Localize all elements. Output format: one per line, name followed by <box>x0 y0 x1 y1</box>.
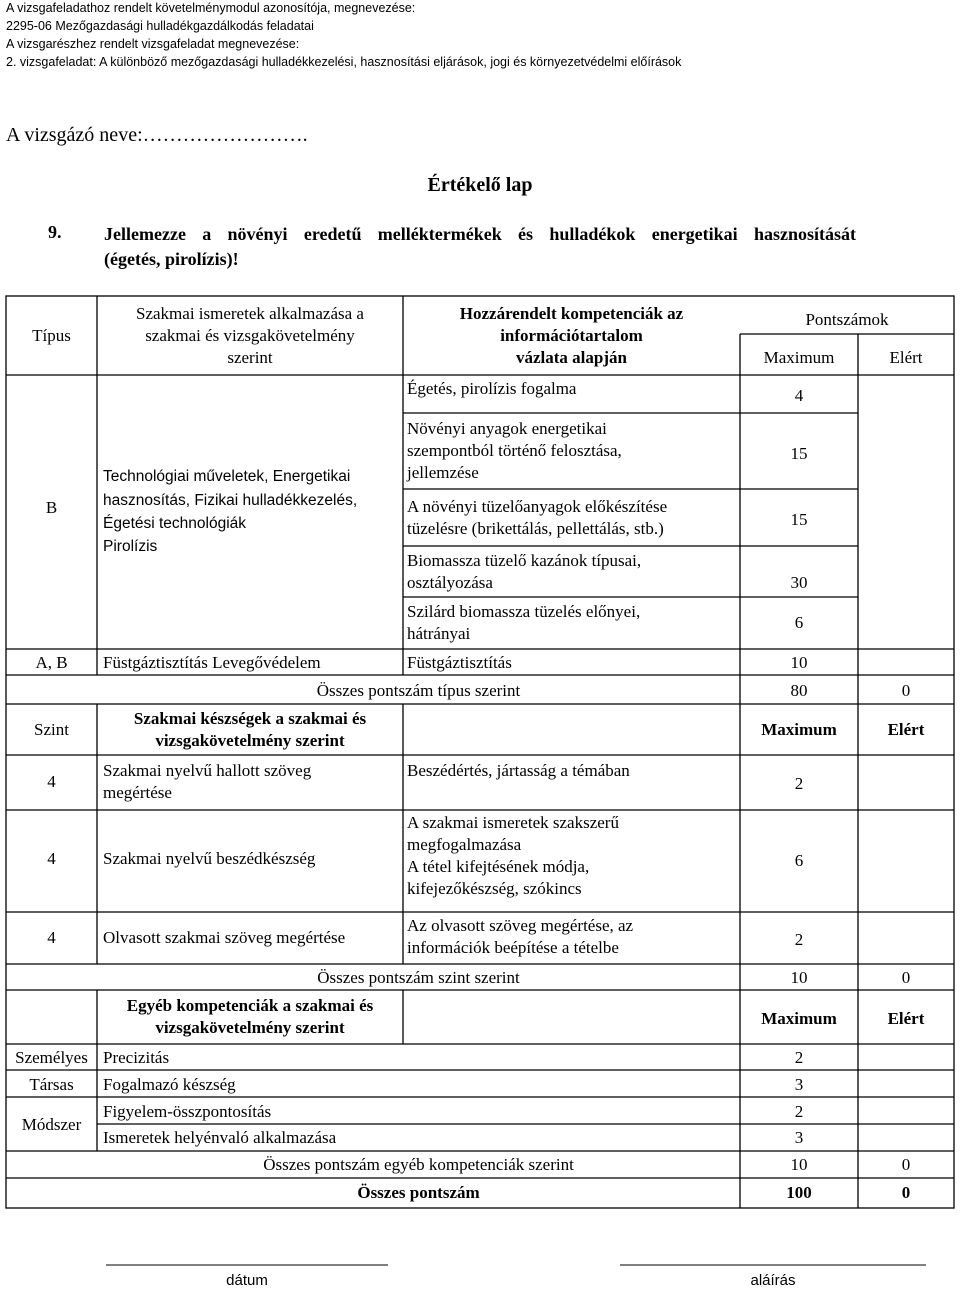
col-competence-header-1: Hozzárendelt kompetenciák az <box>459 304 684 323</box>
type-total-achieved: 0 <box>901 681 911 700</box>
task-name: 2. vizsgafeladat: A különböző mezőgazdasági hulladékkezelési, hasznosítási eljárások, jogi és környezetvédelmi előírások <box>6 55 682 69</box>
question-text-line1: Jellemezze a növényi eredetű melléktermékek és hulladékok energetikai hasznosítását <box>104 224 856 244</box>
col-achieved-header: Elért <box>887 720 925 739</box>
skill-line: Szakmai nyelvű beszédkészség <box>103 849 316 868</box>
question-text-line2: (égetés, pirolízis)! <box>104 249 239 269</box>
col-achieved-header: Elért <box>887 1009 925 1028</box>
category-cell: Személyes <box>15 1048 88 1067</box>
competence-name: Fogalmazó készség <box>103 1075 236 1094</box>
signature-label: aláírás <box>750 1272 796 1289</box>
level-cell: 4 <box>47 772 56 791</box>
grand-total-label: Összes pontszám <box>357 1183 480 1202</box>
col-knowledge-header-3: szerint <box>227 348 273 367</box>
col-other-header-2: vizsgakövetelmény szerint <box>155 1018 345 1037</box>
skill-detail-line: információk beépítése a tételbe <box>407 938 619 957</box>
max-cell: 30 <box>790 573 808 592</box>
level-cell: 4 <box>47 928 56 947</box>
col-max-header: Maximum <box>761 720 837 739</box>
skill-line: Olvasott szakmai szöveg megértése <box>103 928 346 947</box>
col-type-header: Típus <box>32 326 71 345</box>
max-cell: 3 <box>794 1075 804 1094</box>
type-total-label: Összes pontszám típus szerint <box>316 681 521 700</box>
max-cell: 3 <box>794 1128 804 1147</box>
other-total-achieved: 0 <box>901 1155 911 1174</box>
max-cell: 2 <box>794 1102 804 1121</box>
level-total-max: 10 <box>790 968 808 987</box>
skill-detail-line: megfogalmazása <box>407 835 522 854</box>
col-max-header: Maximum <box>761 1009 837 1028</box>
competence-line: Növényi anyagok energetikai <box>407 419 607 438</box>
max-cell: 2 <box>794 1048 804 1067</box>
skill-detail-line: kifejezőkészség, szókincs <box>407 879 582 898</box>
knowledge-line: Égetési technológiák <box>103 515 247 532</box>
level-total-achieved: 0 <box>901 968 911 987</box>
col-knowledge-header-2: szakmai és vizsgakövetelmény <box>145 326 355 345</box>
skill-detail-line: Az olvasott szöveg megértése, az <box>407 916 634 935</box>
max-cell: 6 <box>794 613 804 632</box>
date-label: dátum <box>226 1272 268 1289</box>
knowledge-cell-ab: Füstgáztisztítás Levegővédelem <box>103 653 321 672</box>
type-cell-b: B <box>45 498 58 517</box>
skill-detail-line: A szakmai ismeretek szakszerű <box>407 813 619 832</box>
knowledge-line: Pirolízis <box>103 538 158 555</box>
competence-line: hátrányai <box>407 624 471 643</box>
max-cell: 2 <box>794 930 804 949</box>
skill-line: megértése <box>103 783 172 802</box>
max-cell: 2 <box>794 774 804 793</box>
competence-cell-ab: Füstgáztisztítás <box>407 653 512 672</box>
other-total-label: Összes pontszám egyéb kompetenciák szerint <box>263 1155 574 1174</box>
competence-line: Biomassza tüzelő kazánok típusai, <box>407 551 642 570</box>
col-level-header: Szint <box>34 720 69 739</box>
competence-name: Figyelem-összpontosítás <box>103 1102 272 1121</box>
skill-detail-line: Beszédértés, jártasság a témában <box>407 761 630 780</box>
col-skills-header-2: vizsgakövetelmény szerint <box>155 731 345 750</box>
competence-name: Ismeretek helyénvaló alkalmazása <box>103 1128 337 1147</box>
max-cell: 10 <box>790 653 808 672</box>
question-number: 9. <box>48 222 62 242</box>
knowledge-line: hasznosítás, Fizikai hulladékkezelés, <box>103 492 358 509</box>
competence-name: Precizitás <box>103 1048 170 1067</box>
competence-line: Szilárd biomassza tüzelés előnyei, <box>407 602 641 621</box>
col-points-header: Pontszámok <box>805 310 889 329</box>
competence-line: A növényi tüzelőanyagok előkészítése <box>407 497 668 516</box>
max-cell: 15 <box>790 444 808 463</box>
col-competence-header-2: információtartalom <box>500 326 643 345</box>
competence-line: osztályozása <box>407 573 493 592</box>
type-cell-ab: A, B <box>35 653 68 672</box>
module-label: A vizsgafeladathoz rendelt követelménymodul azonosítója, megnevezése: <box>6 1 416 15</box>
col-other-header-1: Egyéb kompetenciák a szakmai és <box>126 996 374 1015</box>
competence-line: tüzelésre (brikettálás, pellettálás, stb.) <box>407 519 664 538</box>
module-name: 2295-06 Mezőgazdasági hulladékgazdálkodás feladatai <box>6 19 314 33</box>
competence-line: Égetés, pirolízis fogalma <box>407 379 577 398</box>
type-total-max: 80 <box>790 681 808 700</box>
category-cell: Társas <box>29 1075 74 1094</box>
skill-detail-line: A tétel kifejtésének módja, <box>407 857 590 876</box>
col-achieved-header: Elért <box>889 348 923 367</box>
examinee-name-field: A vizsgázó neve:……………………. <box>6 124 308 146</box>
category-cell: Módszer <box>21 1115 82 1134</box>
skill-line: Szakmai nyelvű hallott szöveg <box>103 761 312 780</box>
page-title: Értékelő lap <box>427 174 533 196</box>
level-cell: 4 <box>47 849 56 868</box>
competence-line: szempontból történő felosztása, <box>407 441 622 460</box>
col-competence-header-3: vázlata alapján <box>516 348 627 367</box>
max-cell: 15 <box>790 510 808 529</box>
task-label: A vizsgarészhez rendelt vizsgafeladat megnevezése: <box>6 37 300 51</box>
knowledge-line: Technológiai műveletek, Energetikai <box>103 468 351 485</box>
max-cell: 6 <box>794 851 804 870</box>
col-max-header: Maximum <box>763 348 835 367</box>
level-total-label: Összes pontszám szint szerint <box>317 968 520 987</box>
grand-total-max: 100 <box>786 1183 812 1202</box>
grand-total-achieved: 0 <box>901 1183 911 1202</box>
col-knowledge-header-1: Szakmai ismeretek alkalmazása a <box>136 304 364 323</box>
other-total-max: 10 <box>790 1155 808 1174</box>
competence-line: jellemzése <box>407 463 479 482</box>
max-cell: 4 <box>794 386 804 405</box>
col-skills-header-1: Szakmai készségek a szakmai és <box>133 709 367 728</box>
